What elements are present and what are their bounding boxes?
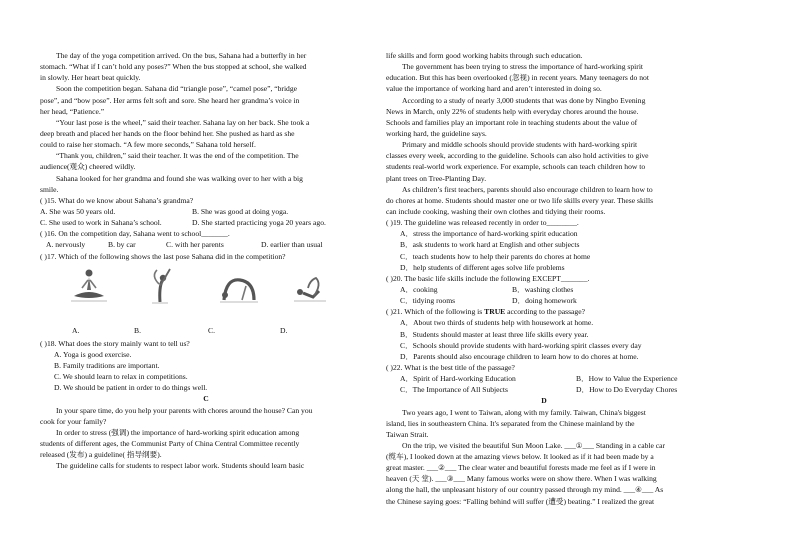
pose-a-image bbox=[66, 266, 112, 306]
text-line: audience(观众) cheered wildly. bbox=[40, 162, 136, 172]
question-19: ( )19. The guideline was released recently in order to________. bbox=[386, 218, 579, 228]
q21-stem-end: according to the passage? bbox=[505, 307, 585, 317]
q21-option-a: A．About two thirds of students help with housework at home. bbox=[400, 318, 594, 328]
text-line: Sahana looked for her grandma and found she was walking over to her with a big bbox=[56, 173, 303, 183]
pose-figures bbox=[40, 262, 372, 338]
section-d-heading: D bbox=[541, 396, 547, 406]
q16-option-a: A. nervously bbox=[46, 240, 86, 250]
text-line: along the hall, the unpleasant history of our country passed through my mind. ___④___ As bbox=[386, 485, 664, 495]
question-22: ( )22. What is the best title of the passage? bbox=[386, 362, 515, 372]
q20-option-d: D．doing homework bbox=[512, 296, 577, 306]
question-15: ( )15. What do we know about Sahana’s grandma? bbox=[40, 195, 194, 205]
q15-option-c: C. She used to work in Sahana’s school. bbox=[40, 218, 162, 228]
text-line: The government has been trying to stress the importance of hard-working spirit bbox=[402, 62, 644, 72]
text-line: in slowly. Her heart beat quickly. bbox=[40, 73, 141, 83]
passage-d-text bbox=[386, 407, 702, 507]
question-16-options bbox=[40, 239, 372, 250]
passage-b-text bbox=[40, 50, 372, 195]
question-22-options-row-1 bbox=[386, 373, 702, 384]
question-20: ( )20. The basic life skills include the following EXCEPT_______. bbox=[386, 273, 590, 283]
text-line: working hard, the guideline says. bbox=[386, 128, 487, 138]
text-line: Primary and middle schools should provide students with hard-working spirit bbox=[402, 140, 638, 150]
q15-option-d: D. She started practicing yoga 20 years ago. bbox=[192, 218, 326, 228]
text-line: can include cooking, washing their own clothes and tidying their rooms. bbox=[386, 206, 606, 216]
text-line: plant trees on Tree-Planting Day. bbox=[386, 173, 487, 183]
q22-option-a: A．Spirit of Hard-working Education bbox=[400, 374, 516, 384]
question-15-options-row-2 bbox=[40, 217, 372, 228]
text-line: do chores at home. Students should master one or two life skills every year. These skills bbox=[386, 195, 654, 205]
q22-option-c: C．The Importance of All Subjects bbox=[400, 385, 508, 395]
q21-emphasis: TRUE bbox=[484, 307, 506, 317]
q22-option-d: D．How to Do Everyday Chores bbox=[576, 385, 678, 395]
passage-c-text-start bbox=[40, 405, 372, 472]
q18-option-a: A. Yoga is good exercise. bbox=[54, 349, 132, 359]
text-line: Two years ago, I went to Taiwan, along with my family. Taiwan, China's biggest bbox=[402, 407, 646, 417]
text-line: “Your last pose is the wheel,” said their teacher. Sahana lay on her back. She took a bbox=[56, 117, 310, 127]
question-20-options-row-2 bbox=[386, 295, 702, 306]
pose-d-image bbox=[286, 266, 332, 306]
left-column bbox=[40, 50, 372, 471]
q21-option-d: D．Parents should also encourage children to learn how to do chores at home. bbox=[400, 351, 639, 361]
text-line: News in March, only 22% of students help with everyday chores around the house. bbox=[386, 106, 639, 116]
text-line: released (发布) a guideline( 指导纲要). bbox=[40, 450, 162, 460]
text-line: great master. ___②___ The clear water and beautiful forests made me feel as if I were in bbox=[386, 463, 656, 473]
text-line: the Chinese saying goes: “Falling behind will suffer (遭受) beating.” I realized the great bbox=[386, 496, 655, 506]
q21-option-b: B．Students should master at least three life skills every year. bbox=[400, 329, 589, 339]
q19-option-b: B．ask students to work hard at English and other subjects bbox=[400, 240, 580, 250]
question-18: ( )18. What does the story mainly want to tell us? bbox=[40, 338, 190, 348]
text-line: smile. bbox=[40, 184, 59, 194]
pose-c-label: C. bbox=[208, 325, 215, 335]
text-line: The guideline calls for students to respect labor work. Students should learn basic bbox=[56, 461, 305, 471]
text-line: heaven (天 堂). ___③___ Many famous works were on show there. When I was walking bbox=[386, 474, 657, 484]
text-line: value the importance of working hard and aren’t interested in doing so. bbox=[386, 84, 602, 94]
q15-option-a: A. She was 50 years old. bbox=[40, 206, 116, 216]
text-line: pose”, and “bow pose”. Her arms felt soft and sore. She heard her grandma’s voice in bbox=[40, 95, 300, 105]
right-column bbox=[386, 50, 702, 507]
passage-c-text-continued bbox=[386, 50, 702, 217]
q18-option-b: B. Family traditions are important. bbox=[54, 360, 160, 370]
q19-option-c: C．teach students how to help their parents do chores at home bbox=[400, 251, 591, 261]
question-17: ( )17. Which of the following shows the last pose Sahana did in the competition? bbox=[40, 251, 286, 261]
text-line: classes every week, according to the guideline. Schools can also hold activities to give bbox=[386, 151, 649, 161]
pose-b-image bbox=[136, 266, 182, 306]
text-line: Taiwan Strait. bbox=[386, 429, 429, 439]
text-line: her head, “Patience.” bbox=[40, 106, 105, 116]
text-line: life skills and form good working habits through such education. bbox=[386, 51, 583, 60]
text-line: Soon the competition began. Sahana did “triangle pose”, “camel pose”, “bridge bbox=[56, 84, 298, 94]
text-line: deep breath and placed her hands on the floor behind her. She pushed as hard as she bbox=[40, 128, 295, 138]
pose-a-label: A. bbox=[72, 325, 80, 335]
text-line: (缆车), I looked down at the amazing views below. It looked as if it had been made by a bbox=[386, 452, 654, 462]
text-line: students real-world work experience. For example, schools can teach children how to bbox=[386, 162, 646, 172]
text-line: Schools and families play an important role in teaching students about the value of bbox=[386, 117, 638, 127]
q21-stem: ( )21. Which of the following is bbox=[386, 307, 485, 317]
text-line: In your spare time, do you help your parents with chores around the house? Can you bbox=[56, 405, 313, 415]
text-line: students of different ages, the Communist Party of China Central Committee recently bbox=[40, 438, 300, 448]
text-line: island, lies in southeastern China. It's separated from the Chinese mainland by the bbox=[386, 418, 635, 428]
q20-option-c: C．tidying rooms bbox=[400, 296, 456, 306]
pose-d-label: D. bbox=[280, 325, 288, 335]
question-21 bbox=[386, 306, 702, 317]
q16-option-c: C. with her parents bbox=[166, 240, 224, 250]
q18-option-c: C. We should learn to relax in competitions. bbox=[54, 372, 188, 382]
text-line: “Thank you, children,” said their teacher. It was the end of the competition. The bbox=[56, 151, 299, 161]
question-20-options-row-1 bbox=[386, 284, 702, 295]
question-22-options-row-2 bbox=[386, 384, 702, 395]
q22-option-b: B．How to Value the Experience bbox=[576, 374, 678, 384]
text-line: In order to stress (强调) the importance of hard-working spirit education among bbox=[56, 427, 300, 437]
text-line: As children’s first teachers, parents should also encourage children to learn how to bbox=[402, 184, 653, 194]
text-line: The day of the yoga competition arrived. On the bus, Sahana had a butterfly in her bbox=[56, 51, 307, 60]
pose-c-image bbox=[216, 266, 262, 306]
q21-option-c: C．Schools should provide students with hard-working spirit classes every day bbox=[400, 340, 642, 350]
text-line: cook for your family? bbox=[40, 416, 107, 426]
q19-option-a: A．stress the importance of hard-working spirit education bbox=[400, 229, 578, 239]
q16-option-d: D. earlier than usual bbox=[261, 240, 323, 250]
text-line: education. But this has been overlooked (忽视) in recent years. Many teenagers do not bbox=[386, 73, 649, 83]
q18-option-d: D. We should be patient in order to do things well. bbox=[54, 383, 208, 393]
text-line: On the trip, we visited the beautiful Sun Moon Lake. ___①___ Standing in a cable car bbox=[402, 440, 666, 450]
q16-option-b: B. by car bbox=[108, 240, 136, 250]
question-16: ( )16. On the competition day, Sahana went to school_______. bbox=[40, 229, 230, 239]
question-15-options-row-1 bbox=[40, 206, 372, 217]
section-c-heading: C bbox=[203, 394, 209, 404]
q19-option-d: D．help students of different ages solve life problems bbox=[400, 262, 565, 272]
text-line: stomach. “What if I can’t hold any poses?” When the bus stopped at school, she walked bbox=[40, 62, 307, 72]
text-line: could to raise her stomach. “A few more seconds,” Sahana told herself. bbox=[40, 140, 256, 150]
text-line: According to a study of nearly 3,000 students that was done by Ningbo Evening bbox=[402, 95, 646, 105]
q20-option-b: B．washing clothes bbox=[512, 284, 574, 294]
q15-option-b: B. She was good at doing yoga. bbox=[192, 206, 289, 216]
pose-b-label: B. bbox=[134, 325, 141, 335]
q20-option-a: A．cooking bbox=[400, 284, 438, 294]
